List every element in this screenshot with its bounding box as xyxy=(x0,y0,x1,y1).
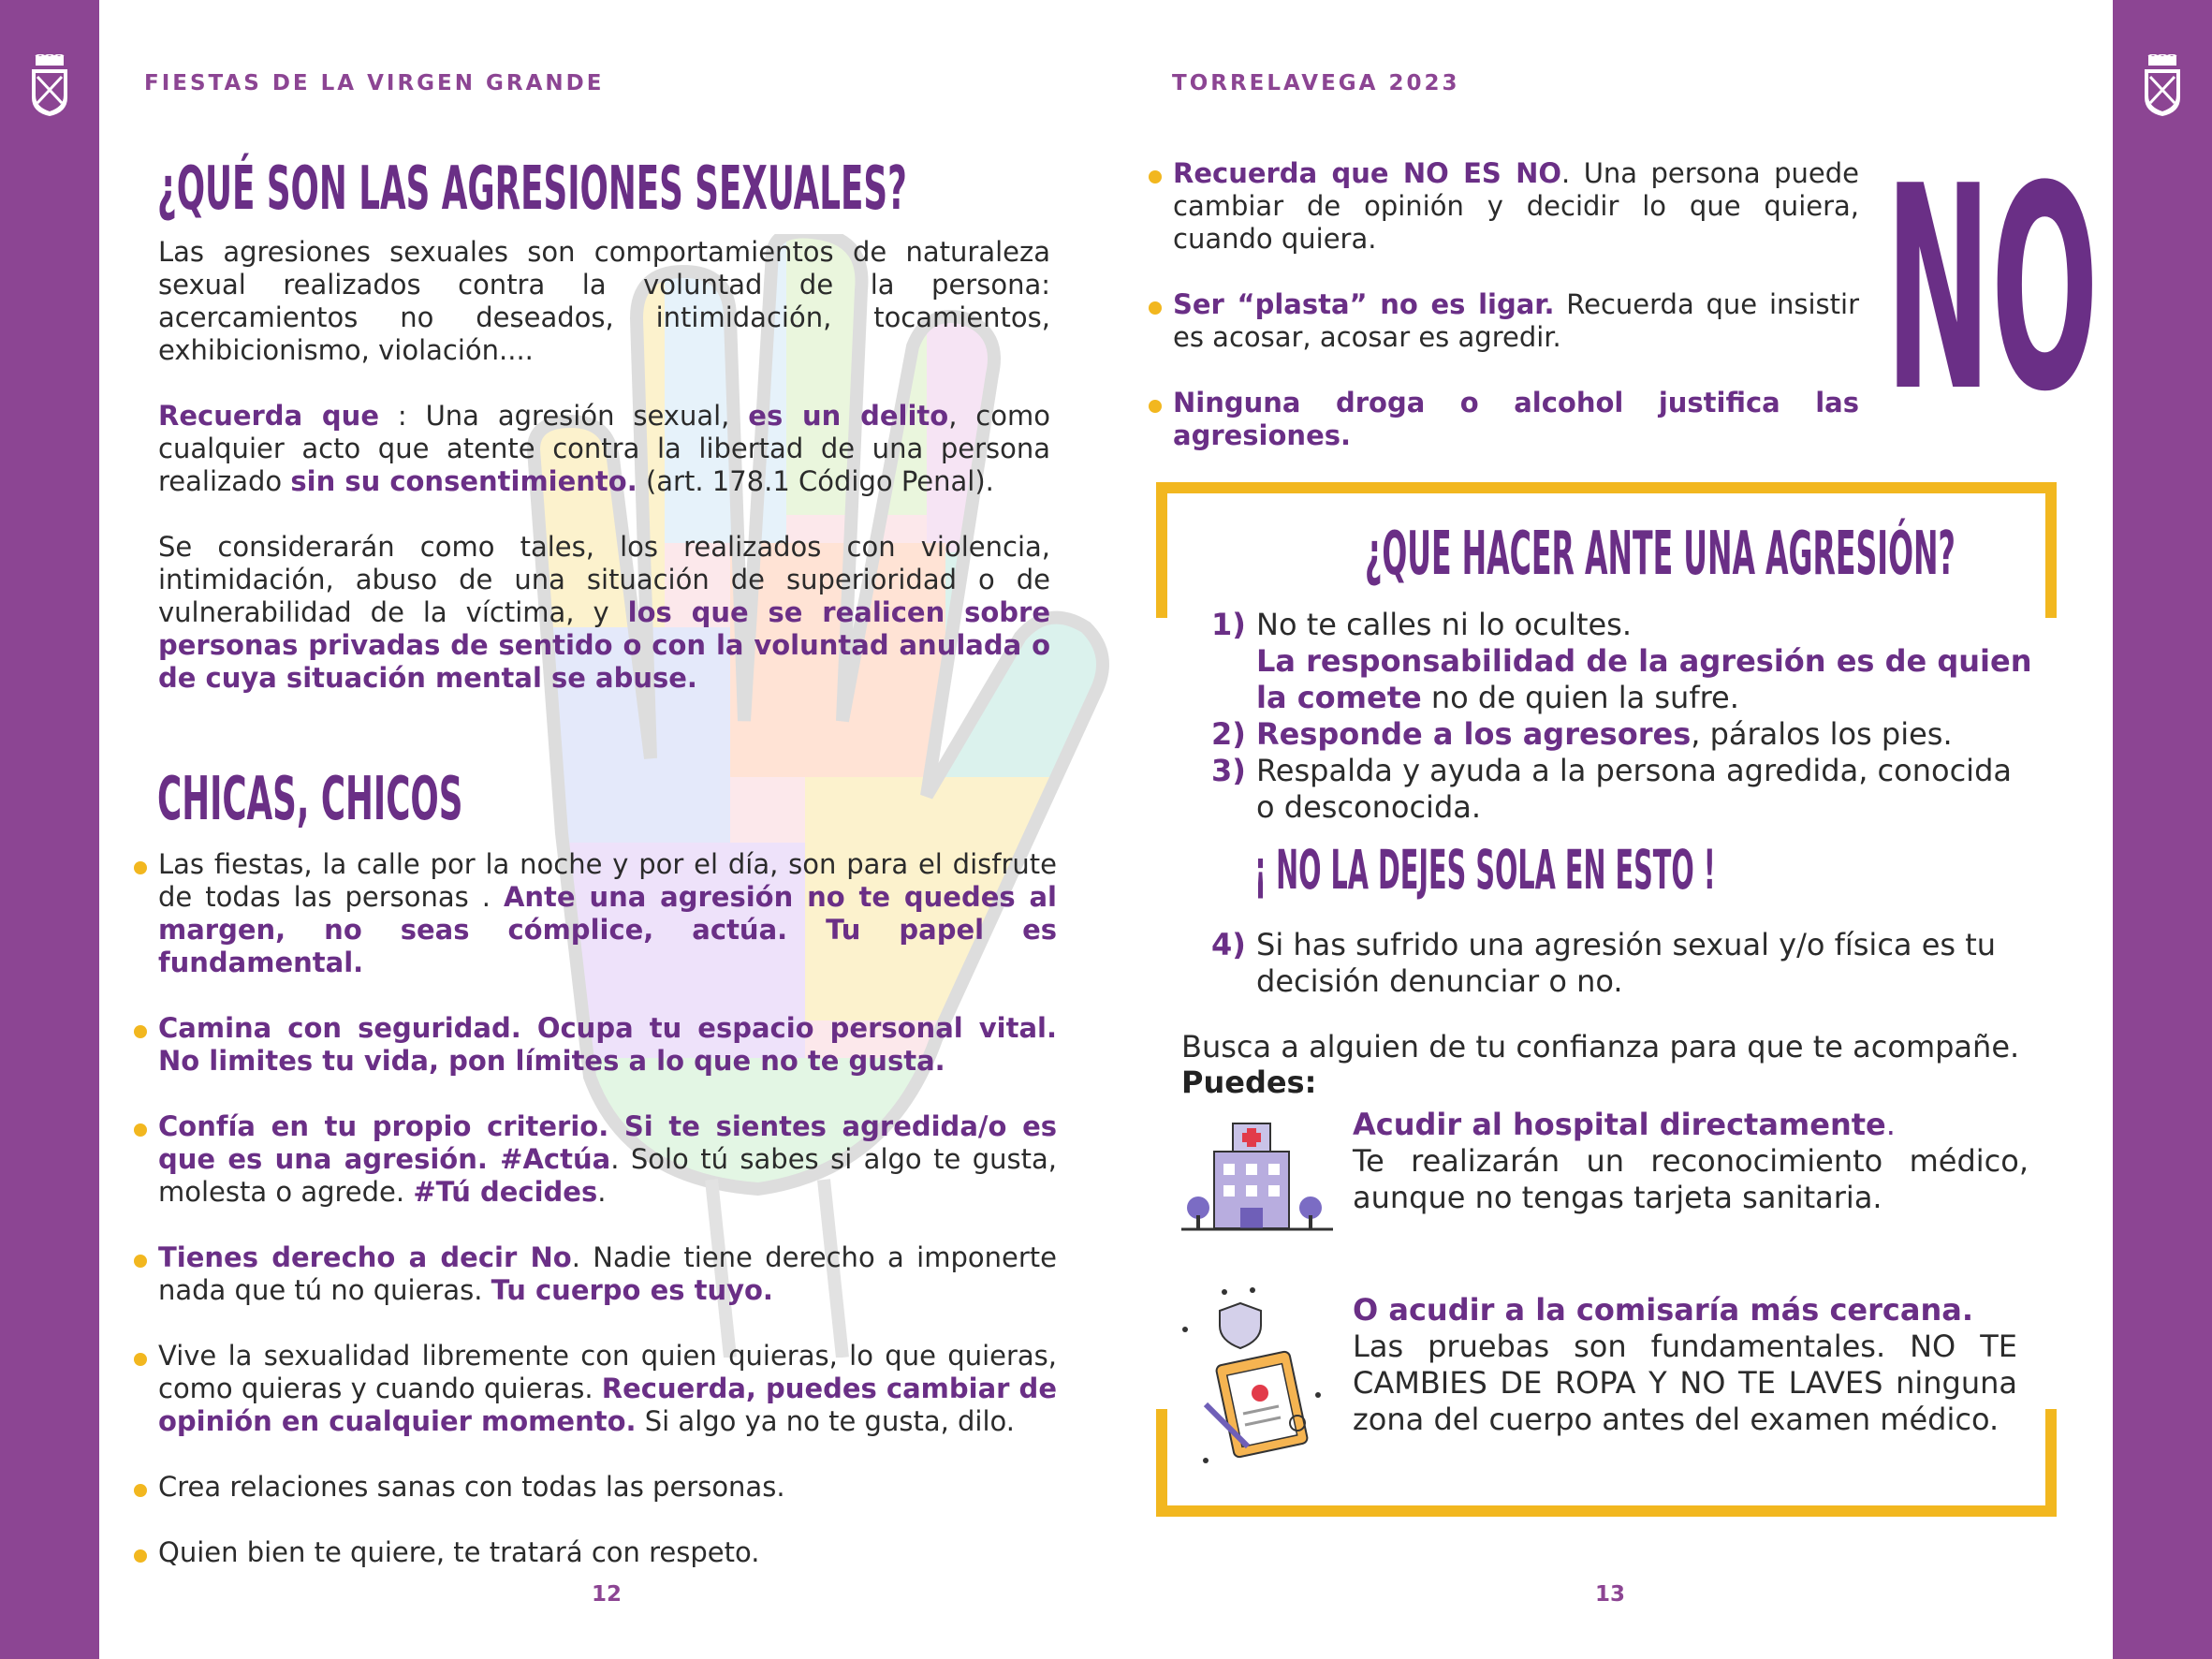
bullet-dot-icon xyxy=(1149,170,1162,184)
puedes-label: Puedes: xyxy=(1181,1064,1317,1100)
chicas-chicos-list xyxy=(158,848,1057,1602)
list-item: Vive la sexualidad libremente con quien quieras, lo que quieras, como quieras y cuando quieras. Recuerda, puedes cambiar de opinión en cualquier momento. Si algo ya no te gusta, dilo. xyxy=(158,1340,1057,1438)
steps-list xyxy=(1211,607,2035,826)
option-hospital-title: Acudir al hospital directamente xyxy=(1353,1107,1886,1142)
no-la-dejes-sola-subtitle: ¡ NO LA DEJES SOLA EN ESTO ! xyxy=(1254,838,1716,902)
bullet-dot-icon xyxy=(1149,400,1162,413)
town-crest-icon xyxy=(28,54,71,118)
box-title: ¿QUE HACER ANTE UNA AGRESIÓN? xyxy=(1365,520,1956,589)
section-title-chicas-chicos: CHICAS, CHICOS xyxy=(157,765,463,834)
list-item: Camina con seguridad. Ocupa tu espacio personal vital. No limites tu vida, pon límites a lo que no te gusta. xyxy=(158,1012,1057,1078)
hospital-icon xyxy=(1181,1122,1333,1236)
bullet-dot-icon xyxy=(134,1353,147,1366)
left-page-title: ¿QUÉ SON LAS AGRESIONES SEXUALES? xyxy=(157,154,907,224)
big-no-word: NO xyxy=(1885,126,2099,453)
option-hospital: Acudir al hospital directamente. Te realizarán un reconocimiento médico, aunque no tengas tarjeta sanitaria. xyxy=(1353,1107,2029,1215)
bullet-dot-icon xyxy=(134,1549,147,1563)
list-item: Ninguna droga o alcohol justifica las agresiones. xyxy=(1173,387,1859,452)
list-item: 3) Respalda y ayuda a la persona agredida, conocida o desconocida. xyxy=(1211,753,2012,825)
option-comisaria xyxy=(1353,1292,2017,1438)
step-number: 1) xyxy=(1211,607,1246,642)
list-item: 1) No te calles ni lo ocultes. La responsabilidad de la agresión es de quien la comete no de quien la sufre. xyxy=(1211,607,2032,715)
left-side-band xyxy=(0,0,99,1659)
list-item: Tienes derecho a decir No. Nadie tiene derecho a imponerte nada que tú no quieras. Tu cuerpo es tuyo. xyxy=(158,1241,1057,1307)
medical-clipboard-icon xyxy=(1178,1283,1327,1470)
list-item: Ser “plasta” no es ligar. Recuerda que insistir es acosar, acosar es agredir. xyxy=(1173,288,1859,354)
list-item: Las fiestas, la calle por la noche y por el día, son para el disfrute de todas las personas . Ante una agresión no te quedes al margen, no seas cómplice, actúa. Tu papel es fundamental. xyxy=(158,848,1057,979)
bullet-dot-icon xyxy=(134,1025,147,1038)
right-page-bullets xyxy=(1173,157,1859,485)
option-comisaria-text: Las pruebas son fundamentales. NO TE CAMBIES DE ROPA Y NO TE LAVES ninguna zona del cuerpo antes del examen médico. xyxy=(1353,1329,2017,1437)
running-header-left: FIESTAS DE LA VIRGEN GRANDE xyxy=(144,71,605,95)
step-number: 4) xyxy=(1211,927,1246,962)
police-shield-icon xyxy=(1220,1303,1261,1348)
list-item: Crea relaciones sanas con todas las personas. xyxy=(158,1471,1057,1504)
step-number: 3) xyxy=(1211,753,1246,788)
list-item: 2) Responde a los agresores, páralos los pies. xyxy=(1211,716,1953,752)
intro-paragraph: Las agresiones sexuales son comportamientos de naturaleza sexual realizados contra la voluntad de la persona: acercamientos no deseados, intimidación, tocamientos, exhibicionismo, violación.... xyxy=(158,236,1050,366)
bullet-dot-icon xyxy=(1149,301,1162,315)
list-item: 4) Si has sufrido una agresión sexual y/o física es tu decisión denunciar o no. xyxy=(1211,927,1997,999)
bullet-dot-icon xyxy=(134,1255,147,1268)
step-4 xyxy=(1211,927,2035,1000)
busca-text: Busca a alguien de tu confianza para que te acompañe. Puedes: xyxy=(1181,1029,2052,1100)
page-number-left: 12 xyxy=(592,1582,623,1607)
page-number-right: 13 xyxy=(1595,1582,1626,1607)
option-comisaria-title: O acudir a la comisaría más cercana. xyxy=(1353,1292,1973,1328)
list-item: Confía en tu propio criterio. Si te sientes agredida/o es que es una agresión. #Actúa. Solo tú sabes si algo te gusta, molesta o agrede. #Tú decides. xyxy=(158,1110,1057,1209)
delito-paragraph: Recuerda que : Una agresión sexual, es un delito, como cualquier acto que atente contra la libertad de una persona realizado sin su consentimiento. (art. 178.1 Código Penal). xyxy=(158,400,1050,497)
left-page-body xyxy=(158,236,1050,727)
option-hospital-text: Te realizarán un reconocimiento médico, aunque no tengas tarjeta sanitaria. xyxy=(1353,1143,2029,1215)
bullet-dot-icon xyxy=(134,1484,147,1497)
recuerda-label: Recuerda que xyxy=(158,400,379,432)
town-crest-icon xyxy=(2141,54,2184,118)
bullet-dot-icon xyxy=(134,861,147,874)
list-item: Quien bien te quiere, te tratará con respeto. xyxy=(158,1536,1057,1569)
list-item: Recuerda que NO ES NO. Una persona puede cambiar de opinión y decidir lo que quiera, cuando quiera. xyxy=(1173,157,1859,256)
violencia-paragraph: Se considerarán como tales, los realizados con violencia, intimidación, abuso de una situación de superioridad o de vulnerabilidad de la víctima, y los que se realicen sobre personas privadas de sentido o con la voluntad anulada o de cuya situación mental se abuse. xyxy=(158,531,1050,694)
bullet-dot-icon xyxy=(134,1123,147,1137)
running-header-right: TORRELAVEGA 2023 xyxy=(1172,71,1460,95)
step-number: 2) xyxy=(1211,716,1246,752)
right-side-band xyxy=(2113,0,2212,1659)
